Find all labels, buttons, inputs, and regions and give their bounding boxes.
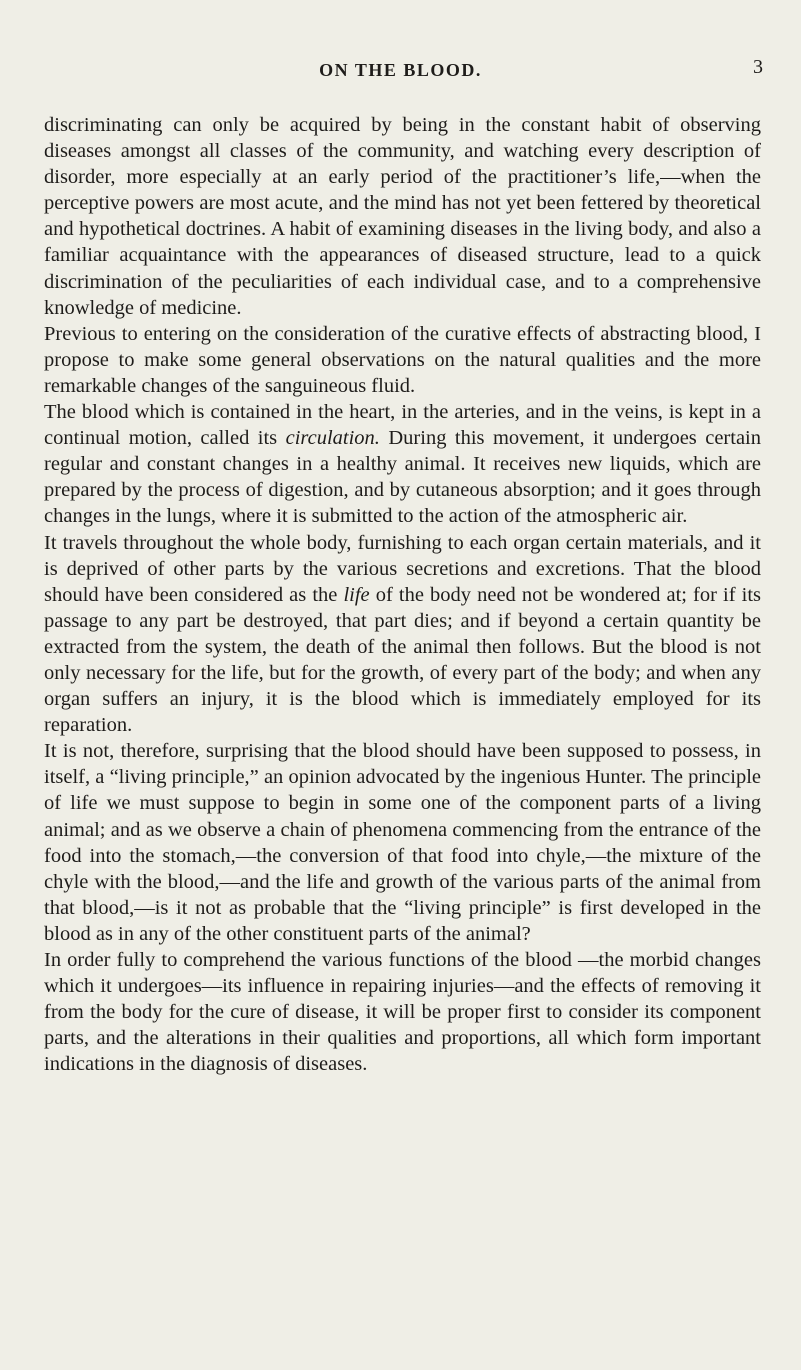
paragraph-1: discriminating can only be acquired by being in the constant habit of observing diseases amongst all classes of the community, and watching every description of disorder, more especially at an early period of the practitioner’s life,—when the perceptive powers are most acute, and the mind has not yet been fettered by theoretical and hypothetical doctrines. A habit of examining diseases in the living body, and also a familiar acquaintance with the appearances of diseased structure, lead to a quick discrimination of the peculiarities of each individual case, and to a comprehensive knowledge of medicine. — [44, 114, 761, 319]
paragraph-2: Previous to entering on the consideration of the curative effects of abstracting blood, I propose to make some general observations on the natural qualities and the more remarkable changes of the sanguineous fluid. — [44, 322, 761, 397]
italic-term-circulation: circulation. — [285, 427, 380, 450]
page-number: 3 — [753, 56, 763, 78]
paragraph-6: In order fully to comprehend the various functions of the blood —the morbid changes which it undergoes—its influence in repairing injuries—and the effects of removing it from the body for the cure of disease, it will be proper first to consider its component parts, and the alterations in their qualities and proportions, all which form important indications in the diagnosis of diseases. — [44, 949, 761, 1076]
paragraph-3 — [44, 399, 761, 529]
paragraph-4 — [44, 530, 761, 739]
italic-term-life: life — [343, 583, 370, 606]
paragraph-5: It is not, therefore, surprising that the blood should have been supposed to possess, in itself, a “living principle,” an opinion advocated by the ingenious Hunter. The principle of life we must suppose to begin in some one of the component parts of a living animal; and as we observe a chain of phenomena commencing from the entrance of the food into the stomach,—the conversion of that food into chyle,—the mixture of the chyle with the blood,—and the life and growth of the various parts of the animal from that blood,—is it not as probable that the “living principle” is first developed in the blood as in any of the other constituent parts of the animal? — [44, 740, 761, 945]
paragraph-4-text: It travels throughout the whole body, furnishing to each organ certain materials, and it is deprived of other parts by the various secretions and excretions. That the blood should have been considered as the — [44, 531, 761, 606]
paragraph-3-text-cont: During this movement, it undergoes certain regular and constant changes in a healthy animal. It receives new liquids, which are prepared by the process of digestion, and by cutaneous absorption; and it goes through changes in the lungs, where it is submitted to the action of the atmospheric air. — [44, 427, 761, 528]
body-text — [44, 112, 761, 1077]
paragraph-3-text: The blood which is contained in the heart, in the arteries, and in the veins, is kept in a continual motion, called its — [44, 401, 761, 450]
paragraph-4-text-cont: of the body need not be wondered at; for if its passage to any part be destroyed, that part dies; and if beyond a certain quantity be extracted from the system, the death of the animal then follows. But the blood is not only necessary for the life, but for the growth, of every part of the body; and when any organ suffers an injury, it is the blood which is immediately employed for its reparation. — [44, 583, 761, 737]
running-title: ON THE BLOOD. — [319, 60, 482, 80]
